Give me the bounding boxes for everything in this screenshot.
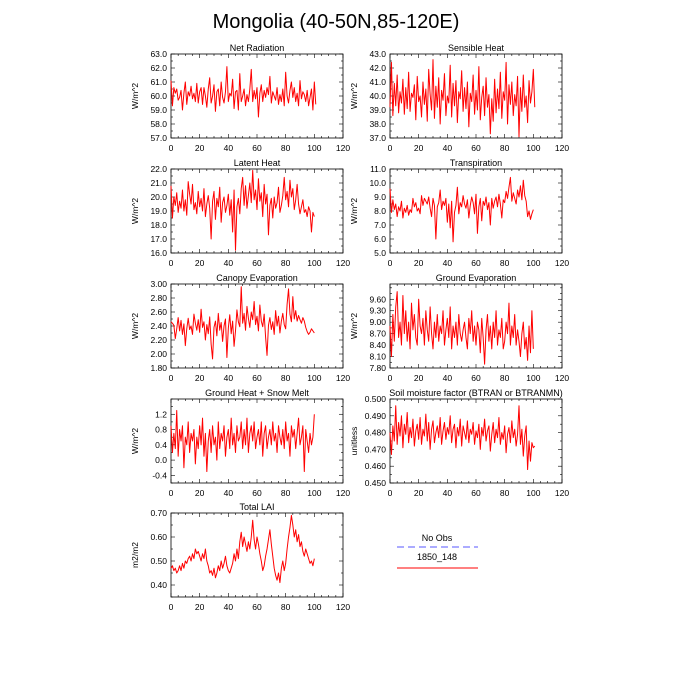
x-tick-label: 100: [526, 143, 541, 153]
y-tick-label: 2.20: [150, 335, 167, 345]
y-tick-label: 9.00: [369, 317, 386, 328]
y-tick-label: 57.0: [150, 133, 167, 143]
panel-6: [349, 273, 569, 383]
x-tick-label: 60: [252, 602, 262, 612]
legend-model-label: 1850_148: [416, 552, 458, 562]
plot-frame: [390, 169, 562, 253]
y-tick-label: 5.0: [374, 248, 386, 258]
y-tick-label: 8.70: [369, 328, 386, 339]
y-axis-label: W/m^2: [349, 82, 359, 110]
x-tick-label: 100: [526, 373, 541, 383]
y-axis-label: unitless: [349, 426, 359, 456]
y-tick-label: 10.0: [369, 178, 386, 188]
y-tick-label: 0.4: [155, 439, 167, 450]
x-tick-label: 40: [442, 143, 453, 153]
x-tick-label: 120: [335, 373, 351, 383]
series-line: [390, 177, 533, 241]
x-tick-label: 20: [413, 258, 424, 268]
series-line: [171, 170, 314, 250]
y-tick-label: 2.80: [150, 293, 167, 303]
series-line: [390, 292, 533, 365]
x-tick-label: 100: [307, 258, 322, 268]
y-tick-label: 59.0: [150, 105, 167, 115]
y-axis-label: W/m^2: [130, 427, 140, 455]
y-tick-label: 0.8: [155, 424, 167, 435]
y-tick-label: 0.500: [364, 394, 386, 404]
y-tick-label: 0.450: [364, 478, 386, 488]
x-tick-label: 80: [280, 373, 291, 383]
x-tick-label: 0: [387, 143, 393, 153]
y-axis-label: W/m^2: [130, 82, 140, 110]
y-tick-label: 0.470: [364, 444, 386, 455]
x-tick-label: 80: [499, 258, 510, 268]
x-tick-label: 40: [223, 488, 234, 498]
x-tick-label: 60: [471, 488, 481, 498]
y-axis-label: W/m^2: [349, 197, 359, 225]
plot-frame: [390, 399, 562, 483]
y-tick-label: 37.0: [369, 133, 386, 143]
x-tick-label: 60: [471, 373, 481, 383]
x-tick-label: 40: [442, 373, 453, 383]
y-tick-label: 9.0: [374, 192, 386, 202]
y-axis-label: W/m^2: [130, 312, 140, 340]
series-line: [171, 410, 314, 471]
plot-frame: [390, 284, 562, 368]
y-tick-label: 16.0: [150, 248, 167, 258]
x-tick-label: 100: [307, 373, 322, 383]
y-tick-label: 39.0: [369, 105, 386, 115]
y-tick-label: 1.2: [155, 409, 167, 420]
panel-title: Total LAI: [239, 502, 275, 512]
y-tick-label: 22.0: [150, 164, 167, 174]
x-tick-label: 0: [168, 143, 174, 153]
x-tick-label: 60: [252, 373, 262, 383]
y-tick-label: 58.0: [150, 119, 167, 129]
y-tick-label: 6.0: [374, 234, 386, 244]
y-tick-label: 8.10: [369, 351, 386, 362]
y-tick-label: 61.0: [150, 77, 167, 87]
panel-9: [130, 502, 350, 612]
y-tick-label: 38.0: [369, 119, 386, 129]
y-tick-label: 2.00: [150, 349, 167, 359]
y-tick-label: 0.60: [150, 532, 167, 542]
y-tick-label: 43.0: [369, 49, 386, 59]
y-tick-label: 2.40: [150, 321, 167, 331]
x-tick-label: 20: [413, 373, 424, 383]
x-tick-label: 100: [526, 258, 541, 268]
x-tick-label: 80: [280, 488, 291, 498]
panel-title: Ground Heat + Snow Melt: [205, 388, 309, 398]
x-tick-label: 80: [280, 602, 291, 612]
y-tick-label: 62.0: [150, 63, 167, 73]
legend-obs-label: No Obs: [421, 533, 453, 543]
panels: [130, 43, 569, 612]
y-tick-label: 7.80: [369, 363, 386, 373]
series-line: [390, 406, 535, 470]
y-tick-label: 0.40: [150, 580, 167, 590]
x-tick-label: 80: [499, 373, 510, 383]
x-tick-label: 120: [554, 143, 570, 153]
y-tick-label: 9.60: [369, 294, 386, 305]
x-tick-label: 120: [554, 258, 570, 268]
y-tick-label: 11.0: [370, 164, 386, 174]
y-tick-label: 0.490: [364, 410, 386, 421]
x-tick-label: 20: [413, 143, 424, 153]
y-tick-label: 19.0: [150, 206, 167, 216]
series-line: [171, 287, 314, 359]
y-tick-label: 0.70: [150, 508, 167, 518]
series-line: [171, 67, 316, 117]
x-tick-label: 120: [335, 258, 351, 268]
x-tick-label: 100: [526, 488, 541, 498]
x-tick-label: 20: [194, 602, 205, 612]
x-tick-label: 40: [223, 258, 234, 268]
x-tick-label: 100: [307, 488, 322, 498]
x-tick-label: 120: [335, 602, 351, 612]
plot-frame: [171, 284, 343, 368]
series-line: [171, 515, 314, 582]
x-tick-label: 120: [554, 488, 570, 498]
y-tick-label: 63.0: [150, 49, 167, 59]
x-tick-label: 80: [499, 488, 510, 498]
y-tick-label: 41.0: [369, 77, 386, 87]
y-tick-label: 9.30: [369, 305, 386, 316]
panel-7: [130, 388, 350, 498]
x-tick-label: 60: [252, 488, 262, 498]
y-tick-label: 40.0: [369, 91, 386, 101]
y-tick-label: 0.460: [364, 461, 386, 472]
y-axis-label: W/m^2: [130, 197, 140, 225]
y-tick-label: 0.480: [364, 427, 386, 438]
x-tick-label: 60: [252, 143, 262, 153]
plot-frame: [171, 513, 343, 597]
panel-title: Ground Evaporation: [435, 273, 517, 283]
x-tick-label: 20: [194, 258, 205, 268]
x-tick-label: 40: [223, 143, 234, 153]
y-tick-label: 60.0: [150, 91, 167, 101]
x-tick-label: 40: [223, 602, 234, 612]
panel-title: Transpiration: [449, 158, 503, 168]
y-tick-label: 0.0: [155, 455, 167, 466]
x-tick-label: 40: [442, 258, 453, 268]
x-tick-label: 100: [307, 602, 322, 612]
y-tick-label: 21.0: [150, 178, 167, 188]
x-tick-label: 120: [335, 143, 351, 153]
x-tick-label: 0: [168, 373, 174, 383]
y-axis-label: m2/m2: [130, 542, 140, 568]
y-tick-label: 0.50: [150, 556, 167, 566]
x-tick-label: 80: [280, 143, 291, 153]
y-tick-label: 17.0: [150, 234, 167, 244]
y-tick-label: 20.0: [150, 192, 167, 202]
panel-5: [130, 273, 350, 383]
x-tick-label: 0: [168, 602, 174, 612]
x-tick-label: 40: [223, 373, 234, 383]
y-tick-label: 8.40: [369, 340, 386, 351]
figure-title: Mongolia (40-50N,85-120E): [212, 11, 460, 33]
y-tick-label: 8.0: [374, 206, 386, 216]
panel-1: [130, 43, 350, 153]
x-tick-label: 20: [413, 488, 424, 498]
x-tick-label: 60: [471, 143, 481, 153]
x-tick-label: 40: [442, 488, 453, 498]
panel-8: [349, 388, 569, 498]
legend: [397, 533, 478, 568]
y-tick-label: 3.00: [150, 279, 167, 289]
x-tick-label: 0: [168, 488, 174, 498]
x-tick-label: 0: [387, 258, 393, 268]
x-tick-label: 60: [471, 258, 481, 268]
series-line: [390, 60, 535, 137]
x-tick-label: 20: [194, 143, 205, 153]
panel-title: Latent Heat: [233, 158, 281, 168]
y-tick-label: 1.80: [150, 363, 167, 373]
panel-4: [349, 158, 569, 268]
panel-3: [130, 158, 350, 268]
panel-2: [349, 43, 569, 153]
x-tick-label: 20: [194, 373, 205, 383]
y-tick-label: 18.0: [150, 220, 167, 230]
y-axis-label: W/m^2: [349, 312, 359, 340]
panel-title: Net Radiation: [229, 43, 285, 53]
x-tick-label: 120: [335, 488, 351, 498]
y-tick-label: 2.60: [150, 307, 167, 317]
y-tick-label: 7.0: [374, 220, 386, 230]
x-tick-label: 80: [280, 258, 291, 268]
panel-title: Sensible Heat: [447, 43, 505, 53]
x-tick-label: 80: [499, 143, 510, 153]
panel-title: Canopy Evaporation: [216, 273, 298, 283]
x-tick-label: 100: [307, 143, 322, 153]
y-tick-label: -0.4: [152, 470, 167, 481]
x-tick-label: 120: [554, 373, 570, 383]
x-tick-label: 0: [387, 373, 393, 383]
x-tick-label: 60: [252, 258, 262, 268]
x-tick-label: 0: [168, 258, 174, 268]
panel-title: Soil moisture factor (BTRAN or BTRANMN): [389, 388, 563, 398]
y-tick-label: 42.0: [369, 63, 386, 73]
x-tick-label: 20: [194, 488, 205, 498]
x-tick-label: 0: [387, 488, 393, 498]
